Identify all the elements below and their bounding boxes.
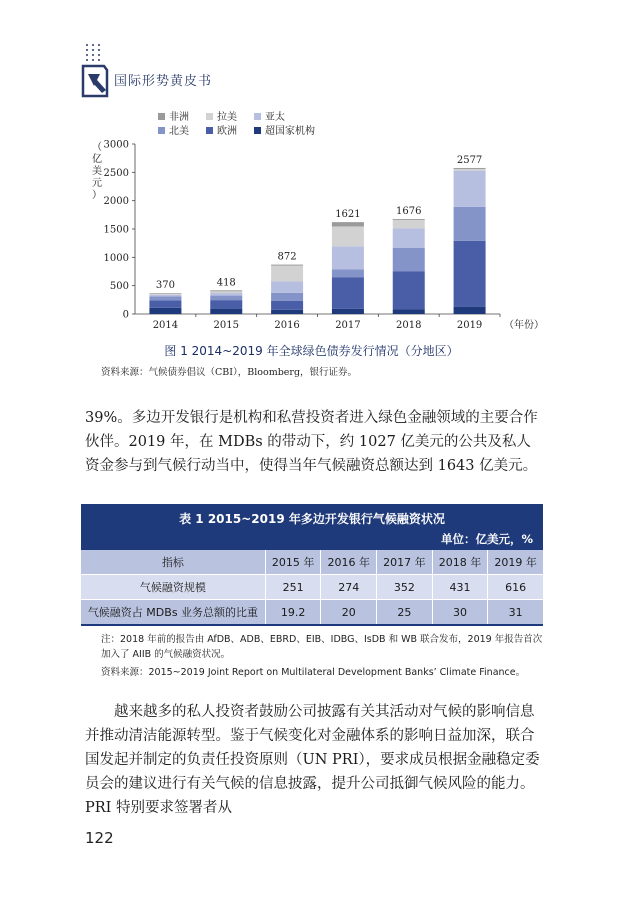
paragraph-2: 越来越多的私人投资者鼓励公司披露有关其活动对气候的影响信息并推动清洁能源转型。鉴于气候变化对金融体系的影响日益加深，联合国发起并制定的负责任投资原则（UN PRI），要求成员根据金融稳定委员会的建议进行有关气候的信息披露，提升公司抵御气候风险的能力。PRI 特别要求签署者从	[85, 704, 540, 816]
bar-segment	[210, 296, 242, 301]
book-logo-icon	[80, 62, 110, 100]
bar-segment	[454, 168, 486, 169]
bar-segment	[149, 300, 181, 307]
bar-segment	[454, 241, 486, 307]
bar-total-label: 370	[155, 280, 175, 292]
table-cell: 20	[321, 600, 377, 626]
table-title: 表 1 2015~2019 年多边开发银行气候融资状况	[179, 512, 445, 526]
bar-total-label: 2577	[456, 154, 483, 166]
legend-label: 欧洲	[217, 126, 237, 137]
x-tick-label: 2018	[396, 320, 422, 331]
legend-swatch	[254, 127, 261, 134]
y-tick-label: 1500	[103, 224, 129, 236]
mdb-climate-finance-table	[81, 550, 543, 626]
bar-segment	[393, 248, 425, 272]
bar-segment	[332, 222, 364, 226]
y-tick-label: 500	[109, 281, 129, 293]
x-tick-label: 2016	[274, 320, 300, 331]
x-tick-label: 2015	[213, 320, 239, 331]
x-tick-label: 2017	[335, 320, 361, 331]
table-note: 注：2018 年前的报告由 AfDB、ADB、EBRD、EIB、IDBG、IsDB 和 WB 联合发布，2019 年报告首次加入了 AIIB 的气候融资状况。	[101, 634, 543, 660]
page-number: 122	[85, 829, 114, 847]
header-title: 国际形势黄皮书	[114, 74, 213, 89]
table-cell: 气候融资占 MDBs 业务总额的比重	[81, 600, 265, 626]
legend-swatch	[206, 113, 213, 120]
bar-segment	[393, 309, 425, 314]
table-cell: 431	[432, 575, 488, 600]
legend-label: 北美	[169, 126, 189, 137]
table-cell: 251	[265, 575, 321, 600]
bar-total-label: 1621	[335, 209, 361, 221]
bar-segment	[393, 219, 425, 220]
table-source: 资料来源：2015~2019 Joint Report on Multilateral Development Banks’ Climate Finance。	[101, 667, 526, 678]
x-axis-label: （年份）	[504, 320, 544, 331]
bar-segment	[149, 294, 181, 295]
bar-segment	[210, 290, 242, 291]
bar-segment	[454, 169, 486, 171]
bar-segment	[210, 309, 242, 314]
bar-segment	[149, 296, 181, 300]
bar-segment	[454, 171, 486, 207]
paragraph-1: 39%。多边开发银行是机构和私营投资者进入绿色金融领域的主要合作伙伴。2019 年，在 MDBs 的带动下，约 1027 亿美元的公共及私人资金参与到气候行动当中，使得当年气候融资总额达到 1643 亿美元。	[85, 410, 538, 474]
bar-segment	[210, 300, 242, 309]
legend-swatch	[206, 127, 213, 134]
bar-segment	[271, 310, 303, 314]
bar-total-label: 418	[216, 277, 236, 289]
bar-segment	[454, 207, 486, 241]
table-cell: 616	[488, 575, 543, 600]
y-axis-label-char: 亿	[92, 154, 102, 165]
y-tick-label: 2000	[103, 196, 129, 208]
table-header-cell: 2019 年	[488, 550, 543, 575]
green-bond-chart	[80, 112, 550, 334]
table-cell: 352	[377, 575, 433, 600]
bar-segment	[332, 277, 364, 309]
bar-total-label: 872	[277, 251, 297, 263]
x-tick-label: 2014	[152, 320, 179, 331]
table-cell: 19.2	[265, 600, 321, 626]
table-row	[81, 600, 543, 626]
legend-label: 非洲	[169, 112, 189, 123]
legend-swatch	[158, 113, 165, 120]
bar-segment	[454, 307, 486, 314]
bar-segment	[332, 246, 364, 269]
y-tick-label: 1000	[103, 252, 129, 264]
y-axis-label-char: ）	[92, 190, 102, 201]
figure-caption: 图 1 2014~2019 年全球绿色债券发行情况（分地区）	[164, 344, 459, 358]
table-header-row	[81, 550, 543, 575]
bar-segment	[271, 266, 303, 282]
table-unit: 单位：亿美元，%	[440, 532, 533, 546]
table-cell: 274	[321, 575, 377, 600]
bar-segment	[210, 293, 242, 296]
bar-segment	[210, 291, 242, 293]
table-cell: 气候融资规模	[81, 575, 265, 600]
header-dots-decoration	[84, 42, 102, 64]
table-header-cell: 2016 年	[321, 550, 377, 575]
y-tick-label: 3000	[103, 139, 129, 151]
y-axis-label-char: 元	[92, 178, 102, 189]
table-header-cell: 2015 年	[265, 550, 321, 575]
table-header-cell: 2017 年	[377, 550, 433, 575]
x-tick-label: 2019	[456, 320, 483, 331]
bar-segment	[271, 293, 303, 301]
bar-segment	[332, 226, 364, 246]
bar-segment	[149, 295, 181, 297]
bar-segment	[393, 228, 425, 247]
table-header-band	[81, 504, 543, 550]
bar-segment	[149, 293, 181, 294]
bar-segment	[271, 265, 303, 266]
figure-source: 资料来源：气候债券倡议（CBI），Bloomberg，银行证券。	[101, 367, 358, 378]
bar-segment	[332, 309, 364, 314]
legend-label: 亚太	[265, 112, 285, 123]
legend-label: 拉美	[217, 112, 237, 123]
bar-segment	[393, 272, 425, 310]
bar-segment	[393, 220, 425, 229]
legend-swatch	[254, 113, 261, 120]
y-tick-label: 2500	[103, 167, 129, 179]
table-cell: 31	[488, 600, 543, 626]
bar-total-label: 1676	[396, 206, 422, 218]
table-cell: 30	[432, 600, 488, 626]
table-row	[81, 575, 543, 600]
legend-swatch	[158, 127, 165, 134]
bar-segment	[271, 301, 303, 310]
y-axis-label-char: （	[92, 142, 102, 153]
table-header-cell: 指标	[81, 550, 265, 575]
bar-segment	[271, 281, 303, 292]
y-axis-label-char: 美	[92, 166, 102, 177]
legend-label: 超国家机构	[265, 126, 315, 137]
bar-segment	[332, 270, 364, 278]
table-cell: 25	[377, 600, 433, 626]
y-tick-label: 0	[122, 309, 129, 321]
table-header-cell: 2018 年	[432, 550, 488, 575]
bar-segment	[149, 308, 181, 314]
